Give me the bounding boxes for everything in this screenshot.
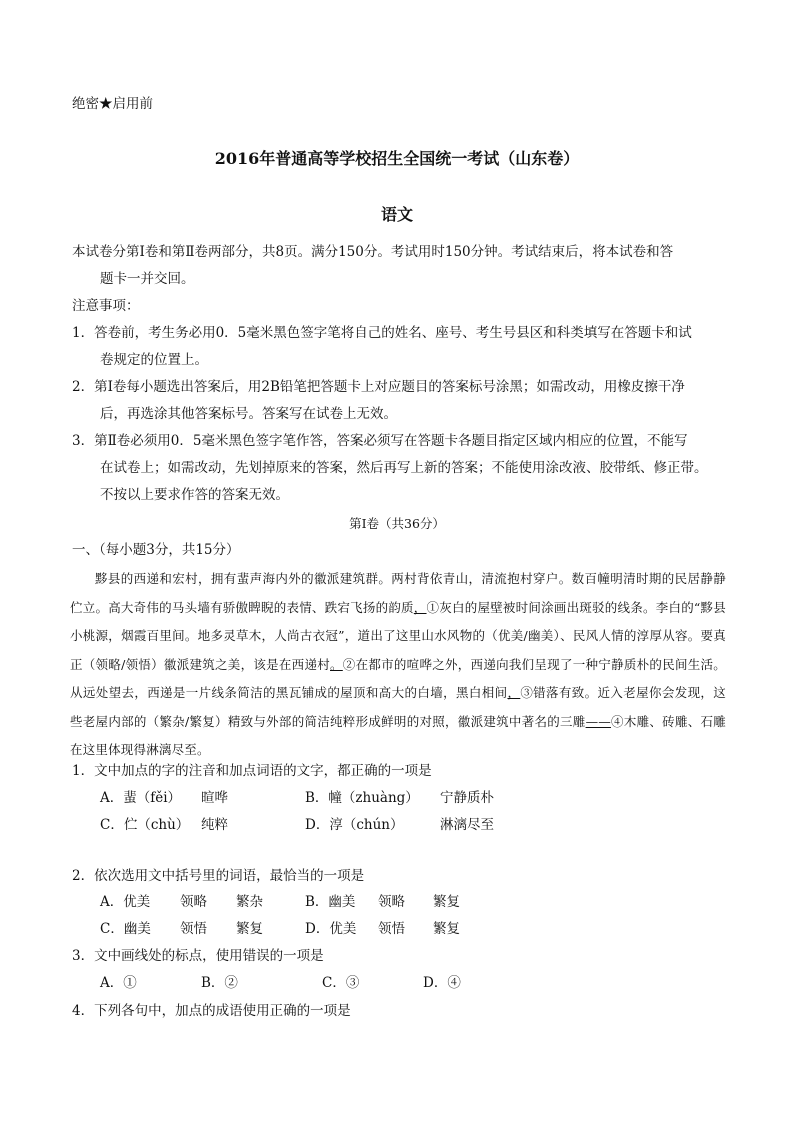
question-2-options-row-2 [0,919,794,939]
q2-option-d-word-2: 领悟 [378,921,405,937]
section-1-heading: 一、（每小题3分，共15分） [72,542,240,558]
passage-seg-1: 黟县的西递和宏村，拥有蜚声海内外的徽派建筑群。两村背依青山，清流抱村穿户。数百幢明清时期的民居静静伫立。高大奇伟的马头墙有骄傲睥睨的表情、跌宕飞扬的韵质 [70,571,726,615]
part-1-title: 第Ⅰ卷（共36分） [349,516,445,531]
passage-mark-2: 。 [330,656,343,672]
passage-mark-3: ， [507,685,521,700]
q3-option-b: B．② [201,975,238,991]
question-1-stem: 1．文中加点的字的注音和加点词语的文字，都正确的一项是 [72,763,432,779]
passage-mark-4: —— [585,713,611,729]
passage-mark-1: ， [413,599,427,615]
note-2-line-1: 2．第Ⅰ卷每小题选出答案后，用2B铅笔把答题卡上对应题目的答案标号涂黑；如需改动，用橡皮擦干净 [72,379,685,395]
note-3-line-3: 不按以上要求作答的答案无效。 [100,487,289,503]
q1-option-c-word: 纯粹 [201,817,228,833]
q3-option-c: C．③ [322,975,360,991]
q1-option-c-label: C．伫（chù） [100,817,190,833]
note-2-line-2: 后，再选涂其他答案标号。答案写在试卷上无效。 [100,406,397,422]
intro-line-2: 题卡一并交回。 [100,271,195,287]
q2-option-c-word-3: 繁复 [236,921,263,937]
note-1-line-2: 卷规定的位置上。 [100,352,208,368]
q2-option-a-word-1: A．优美 [100,894,151,910]
note-3-line-1: 3．第Ⅱ卷必须用0．5毫米黑色签字笔作答，答案必须写在答题卡各题目指定区域内相应的位置，不能写 [72,433,688,449]
question-2-stem: 2．依次选用文中括号里的词语，最恰当的一项是 [72,868,365,884]
q2-option-d-word-1: D．优美 [305,921,357,937]
question-3-stem: 3．文中画线处的标点，使用错误的一项是 [72,948,324,964]
q1-option-a-word: 暄哗 [201,790,228,806]
q2-option-b-word-1: B．幽美 [305,894,356,910]
q3-option-a: A．① [100,975,137,991]
q3-option-d: D．④ [423,975,461,991]
secret-mark: 绝密★启用前 [72,96,153,112]
passage-seg-2: ①灰白的屋壁被时间涂画出斑驳的线条。李白的“黟县小桃源，烟霞百里间。地多灵草木，人尚古衣冠”，道出了这里山水风物的（优美/幽美）、民风人情的淳厚从容。要真正（领略/领悟）徽派建筑之美，该是在西递村 [70,599,726,672]
q2-option-b-word-2: 领略 [378,894,405,910]
passage-seg-5: ④木雕、砖雕、石雕在这里体现得淋漓尽至。 [70,713,726,757]
passage-seg-4: ③错落有致。近入老屋你会发现，这些老屋内部的（繁杂/繁复）精致与外部的简洁纯粹形成鲜明的对照，徽派建筑中著名的三雕 [70,685,726,729]
reading-passage [70,565,726,765]
q2-option-d-word-3: 繁复 [433,921,460,937]
q2-option-a-word-3: 繁杂 [236,894,263,910]
q1-option-d-label: D．淳（chún） [305,817,404,833]
note-1-line-1: 1．答卷前，考生务必用0．5毫米黑色签字笔将自己的姓名、座号、考生号县区和科类填写在答题卡和试 [72,325,692,341]
question-2-options-row-1 [0,892,794,912]
question-4-stem: 4．下列各句中，加点的成语使用正确的一项是 [72,1003,351,1019]
q2-option-a-word-2: 领略 [180,894,207,910]
subject-title: 语文 [380,205,413,224]
q1-option-d-word: 淋漓尽至 [440,817,494,833]
q1-option-a-label: A．蜚（fěi） [100,790,182,806]
intro-line-1: 本试卷分第Ⅰ卷和第Ⅱ卷两部分，共8页。满分150分。考试用时150分钟。考试结束后，将本试卷和答 [72,244,674,260]
notes-heading: 注意事项： [72,298,140,314]
q1-option-b-word: 宁静质朴 [440,790,494,806]
q2-option-c-word-1: C．幽美 [100,921,151,937]
question-3-options-row [0,973,794,993]
exam-title: 2016年普通高等学校招生全国统一考试（山东卷） [214,149,580,168]
q1-option-b-label: B．幢（zhuàng） [305,790,419,806]
question-1-options-row-2 [0,815,794,835]
passage-seg-3: ②在都市的喧哗之外，西递向我们呈现了一种宁静质朴的民间生活。从远处望去，西递是一片线条简洁的黑瓦铺成的屋顶和高大的白墙，黑白相间 [70,656,726,700]
note-3-line-2: 在试卷上；如需改动，先划掉原来的答案，然后再写上新的答案；不能使用涂改液、胶带纸、修正带。 [100,460,708,476]
q2-option-b-word-3: 繁复 [433,894,460,910]
question-1-options-row-1 [0,788,794,808]
q2-option-c-word-2: 领悟 [180,921,207,937]
